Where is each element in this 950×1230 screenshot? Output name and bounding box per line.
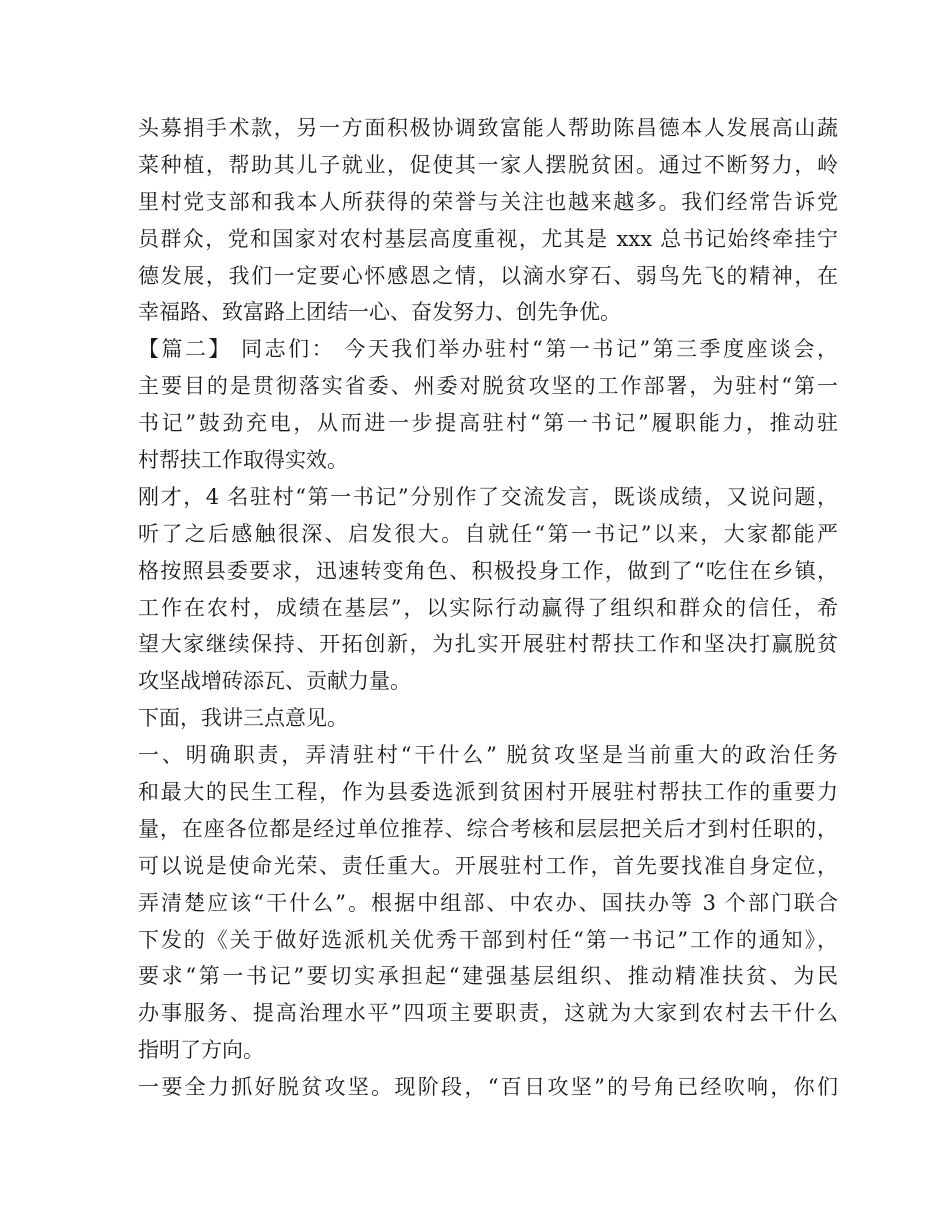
- text-line: 书记”鼓劲充电，从而进一步提高驻村“第一书记”履职能力，推动驻: [138, 411, 838, 436]
- text-line: 幸福路、致富路上团结一心、奋发努力、创先争优。: [138, 300, 621, 325]
- text-line: 和最大的民生工程，作为县委选派到贫困村开展驻村帮扶工作的重要力: [138, 780, 838, 805]
- text-line: 要求“第一书记”要切实承担起“建强基层组织、推动精准扶贫、为民: [138, 964, 838, 989]
- text-line: 望大家继续保持、开拓创新，为扎实开展驻村帮扶工作和坚决打赢脱贫: [138, 632, 838, 657]
- text-line: 一要全力抓好脱贫攻坚。现阶段，“百日攻坚”的号角已经吹响，你们: [138, 1075, 838, 1100]
- text-line: 菜种植，帮助其儿子就业，促使其一家人摆脱贫困。通过不断努力，岭: [138, 152, 838, 177]
- text-line: 下面，我讲三点意见。: [138, 706, 348, 731]
- text-line: 指明了方向。: [138, 1038, 264, 1063]
- text-line: 量，在座各位都是经过单位推荐、综合考核和层层把关后才到村任职的，: [138, 816, 838, 841]
- text-line: 可以说是使命光荣、责任重大。开展驻村工作，首先要找准自身定位，: [138, 853, 838, 878]
- text-line: 头募捐手术款，另一方面积极协调致富能人帮助陈昌德本人发展高山蔬: [138, 116, 838, 140]
- text-line: 员群众，党和国家对农村基层高度重视，尤其是 xxx 总书记始终牵挂宁: [138, 226, 838, 251]
- text-line: 刚才，4 名驻村“第一书记”分别作了交流发言，既谈成绩，又说问题，: [138, 484, 838, 509]
- text-line: 村帮扶工作取得实效。: [138, 448, 348, 473]
- text-line: 一、明确职责，弄清驻村“干什么” 脱贫攻坚是当前重大的政治任务: [138, 743, 838, 768]
- text-line: 下发的《关于做好选派机关优秀干部到村任“第一书记”工作的通知》，: [138, 927, 838, 952]
- text-line: 工作在农村，成绩在基层”，以实际行动赢得了组织和群众的信任，希: [138, 595, 838, 620]
- text-line: 弄清楚应该“干什么”。根据中组部、中农办、国扶办等 3 个部门联合: [138, 890, 838, 915]
- document-body: [138, 110, 838, 1106]
- text-line: 攻坚战增砖添瓦、贡献力量。: [138, 669, 411, 694]
- text-line: 办事服务、提高治理水平”四项主要职责，这就为大家到农村去干什么: [138, 1001, 838, 1026]
- text-line: 【篇二】 同志们： 今天我们举办驻村“第一书记”第三季度座谈会，: [138, 337, 838, 362]
- text-line: 德发展，我们一定要心怀感恩之情，以滴水穿石、弱鸟先飞的精神，在: [138, 263, 838, 288]
- text-line: 格按照县委要求，迅速转变角色、积极投身工作，做到了“吃住在乡镇，: [138, 558, 838, 583]
- text-line: 主要目的是贯彻落实省委、州委对脱贫攻坚的工作部署，为驻村“第一: [138, 374, 838, 399]
- text-line: 里村党支部和我本人所获得的荣誉与关注也越来越多。我们经常告诉党: [138, 189, 838, 214]
- text-line: 听了之后感触很深、启发很大。自就任“第一书记”以来，大家都能严: [138, 521, 838, 546]
